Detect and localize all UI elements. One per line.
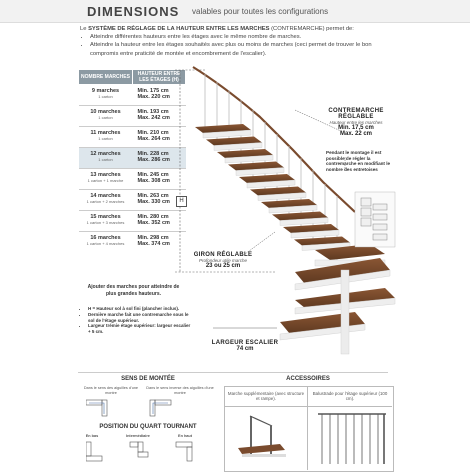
contremarche-title2: RÉGLABLE <box>338 114 374 120</box>
accessories-illustrations <box>230 408 390 468</box>
col-header-steps: NOMBRE MARCHES <box>79 70 133 85</box>
position-middle-icon <box>130 442 148 457</box>
table-row: 14 marches 1 carton + 2 marches Min. 263 cm Max. 330 cm <box>79 190 186 211</box>
accessory-balustrade-caption: Balustrade pour l'étage supérieur (100 cm). <box>312 391 388 401</box>
giron-title: GIRON RÉGLABLE <box>193 252 253 258</box>
sens-title: SENS DE MONTÉE <box>121 376 175 382</box>
position-top-icon <box>176 442 192 461</box>
table-row: 12 marches 1 carton Min. 228 cm Max. 286 cm <box>79 148 186 169</box>
h-marker: H <box>176 196 187 207</box>
intro-text <box>80 25 380 58</box>
intro-bullet: • Atteindre différentes hauteurs entre les étages avec le même nombre de marches. <box>90 33 380 41</box>
position-bottom-icon <box>86 442 102 461</box>
intro-bullet: • Atteindre la hauteur entre les étages souhaités avec plus ou moins de marches (ceci permet de trouver le bon compromis entre praticité de montée et encombrement de l'escalier). <box>90 41 380 57</box>
table-row: 15 marches 1 carton + 3 marches Min. 280 cm Max. 352 cm <box>79 211 186 232</box>
contremarche-title: CONTREMARCHE <box>328 108 384 114</box>
position-opt2: Intermédiaire <box>126 434 150 438</box>
intro-pre: Le <box>80 26 89 32</box>
lower-treads <box>280 244 395 354</box>
extra-step-icon <box>238 416 286 457</box>
table-row: 16 marches 1 carton + 4 marches Min. 298 cm Max. 374 cm <box>79 232 186 253</box>
position-diagrams <box>86 440 210 462</box>
contremarche-label <box>316 108 396 137</box>
page-subtitle: valables pour toutes les configurations <box>192 7 329 16</box>
footnote: • Largeur trémie étage supérieur: largeur escalier + 5 cm. <box>88 323 192 335</box>
largeur-title: LARGEUR ESCALIER <box>211 340 279 346</box>
page-title: DIMENSIONS <box>87 4 180 19</box>
intro-bold: SYSTÈME DE RÉGLAGE DE LA HAUTEUR ENTRE LES MARCHES <box>88 26 270 32</box>
intro-list <box>80 33 380 58</box>
montage-note: Pendant le montage il est possible de régler la contremarche en modifiant le nombre des entretoises <box>326 150 391 172</box>
table-row: 13 marches 1 carton + 1 marche Min. 245 cm Max. 308 cm <box>79 169 186 190</box>
giron-value: 23 ou 25 cm <box>205 263 241 269</box>
section-divider <box>78 372 388 373</box>
largeur-value: 74 cm <box>236 346 254 352</box>
footnote: • H = Hauteur sol à sol fini (plancher inclus). <box>88 306 192 312</box>
clockwise-icon <box>86 400 107 416</box>
contremarche-max: Max. 22 cm <box>339 131 373 137</box>
table-row: 10 marches 1 carton Min. 193 cm Max. 242 cm <box>79 106 186 127</box>
position-opt3: En haut <box>178 434 192 438</box>
upper-treads <box>195 124 350 251</box>
footnote: • Dernière marche fait une contremarche sous le sol de l'étage supérieur. <box>88 312 192 324</box>
add-steps-note: Ajouter des marches pour atteindre de plus grandes hauteurs. <box>87 284 180 297</box>
position-opt1: En bas <box>85 434 99 438</box>
col-header-height: HAUTEUR ENTRE LES ÉTAGES (H) <box>133 70 186 85</box>
accessory-step-caption: Marche supplémentaire (avec structure et rampe). <box>227 391 305 401</box>
sens-left-caption: Dans le sens des aiguilles d'une montre <box>83 386 139 395</box>
sens-diagrams <box>86 398 210 418</box>
header-bar <box>0 0 470 23</box>
giron-sub: Profondeur utile marche <box>198 258 248 263</box>
table-row: 9 marches 1 carton Min. 175 cm Max. 220 cm <box>79 85 186 106</box>
largeur-label <box>200 340 290 352</box>
spacer-detail <box>355 192 395 247</box>
counterclockwise-icon <box>150 400 171 416</box>
sens-right-caption: Dans le sens inverse des aiguilles d'une montre <box>146 386 214 395</box>
giron-label <box>178 252 268 269</box>
accessoires-separator <box>224 406 392 407</box>
balustrade-icon <box>318 414 386 464</box>
intro-post: (CONTREMARCHE) permet de: <box>269 26 354 32</box>
accessoires-title: ACCESSOIRES <box>286 376 330 382</box>
table-row: 11 marches 1 carton Min. 210 cm Max. 264 cm <box>79 127 186 148</box>
contremarche-min: Min. 17,5 cm <box>338 125 374 131</box>
position-title: POSITION DU QUART TOURNANT <box>99 424 197 430</box>
contremarche-sub: Hauteur entre les marches <box>329 120 383 125</box>
staircase-illustration <box>165 62 465 362</box>
